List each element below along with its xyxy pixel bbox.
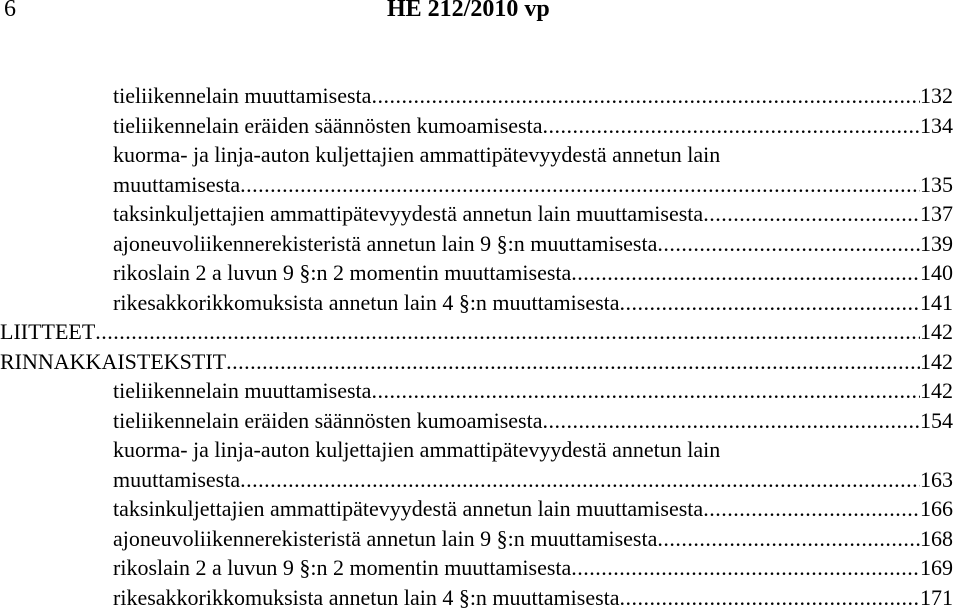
toc-entry[interactable] <box>0 199 959 229</box>
toc-entry-page: 163 <box>920 465 953 495</box>
toc-entry-page: 142 <box>920 317 953 347</box>
toc-entry[interactable] <box>0 258 959 288</box>
toc-entry-label: taksinkuljettajien ammattipätevyydestä annetun lain muuttamisesta <box>113 199 703 229</box>
dot-leader <box>371 81 920 111</box>
page-number: 6 <box>4 0 16 23</box>
dot-leader <box>657 229 920 259</box>
toc-entry-label: muuttamisesta <box>113 465 240 495</box>
toc-entry-page: 137 <box>920 199 953 229</box>
toc-entry-label: RINNAKKAISTEKSTIT <box>0 347 226 377</box>
toc-entry[interactable] <box>0 406 959 436</box>
toc-entry-page: 132 <box>920 81 953 111</box>
dot-leader <box>657 524 920 554</box>
toc-entry[interactable] <box>0 81 959 111</box>
dot-leader <box>240 170 920 200</box>
toc-entry[interactable] <box>0 435 959 465</box>
toc-entry-label: kuorma- ja linja-auton kuljettajien ammattipätevyydestä annetun lain <box>113 140 720 170</box>
toc-entry[interactable] <box>0 317 959 347</box>
toc-entry-page: 168 <box>920 524 953 554</box>
dot-leader <box>542 406 920 436</box>
document-id: HE 212/2010 vp <box>387 0 550 23</box>
toc-entry-label: ajoneuvoliikennerekisteristä annetun lain 9 §:n muuttamisesta <box>113 524 657 554</box>
toc-entry-page: 169 <box>920 553 953 583</box>
toc-entry[interactable] <box>0 494 959 524</box>
toc-entry-label: rikesakkorikkomuksista annetun lain 4 §:n muuttamisesta <box>113 583 620 612</box>
table-of-contents <box>0 81 959 612</box>
toc-entry[interactable] <box>0 376 959 406</box>
toc-entry-page: 140 <box>920 258 953 288</box>
toc-entry-label: ajoneuvoliikennerekisteristä annetun lain 9 §:n muuttamisesta <box>113 229 657 259</box>
dot-leader <box>371 376 920 406</box>
dot-leader <box>620 288 920 318</box>
toc-entry-page: 134 <box>920 111 953 141</box>
toc-entry-label: tieliikennelain eräiden säännösten kumoamisesta <box>113 111 542 141</box>
dot-leader <box>542 111 920 141</box>
dot-leader <box>571 258 920 288</box>
toc-entry-page: 142 <box>920 376 953 406</box>
toc-entry-page: 171 <box>920 583 953 612</box>
toc-entry[interactable] <box>0 288 959 318</box>
toc-entry[interactable] <box>0 111 959 141</box>
toc-entry-page: 141 <box>920 288 953 318</box>
toc-entry-page: 166 <box>920 494 953 524</box>
dot-leader <box>226 347 920 377</box>
dot-leader <box>95 317 920 347</box>
toc-entry[interactable] <box>0 553 959 583</box>
toc-entry[interactable] <box>0 229 959 259</box>
toc-entry-page: 135 <box>920 170 953 200</box>
toc-entry-page: 142 <box>920 347 953 377</box>
toc-entry-label: kuorma- ja linja-auton kuljettajien ammattipätevyydestä annetun lain <box>113 435 720 465</box>
dot-leader <box>703 494 920 524</box>
toc-entry[interactable] <box>0 170 959 200</box>
toc-entry[interactable] <box>0 524 959 554</box>
toc-entry-label: rikoslain 2 a luvun 9 §:n 2 momentin muuttamisesta <box>113 553 571 583</box>
dot-leader <box>703 199 920 229</box>
dot-leader <box>240 465 920 495</box>
toc-entry-label: tieliikennelain muuttamisesta <box>113 376 371 406</box>
toc-entry-label: LIITTEET <box>0 317 95 347</box>
toc-entry-label: tieliikennelain eräiden säännösten kumoamisesta <box>113 406 542 436</box>
toc-entry-label: rikoslain 2 a luvun 9 §:n 2 momentin muuttamisesta <box>113 258 571 288</box>
dot-leader <box>620 583 920 612</box>
toc-entry[interactable] <box>0 140 959 170</box>
toc-entry[interactable] <box>0 347 959 377</box>
toc-entry-label: muuttamisesta <box>113 170 240 200</box>
toc-entry-label: taksinkuljettajien ammattipätevyydestä annetun lain muuttamisesta <box>113 494 703 524</box>
toc-entry-label: rikesakkorikkomuksista annetun lain 4 §:n muuttamisesta <box>113 288 620 318</box>
toc-entry-page: 154 <box>920 406 953 436</box>
toc-entry[interactable] <box>0 583 959 612</box>
toc-entry-page: 139 <box>920 229 953 259</box>
toc-entry-label: tieliikennelain muuttamisesta <box>113 81 371 111</box>
toc-entry[interactable] <box>0 465 959 495</box>
dot-leader <box>571 553 920 583</box>
